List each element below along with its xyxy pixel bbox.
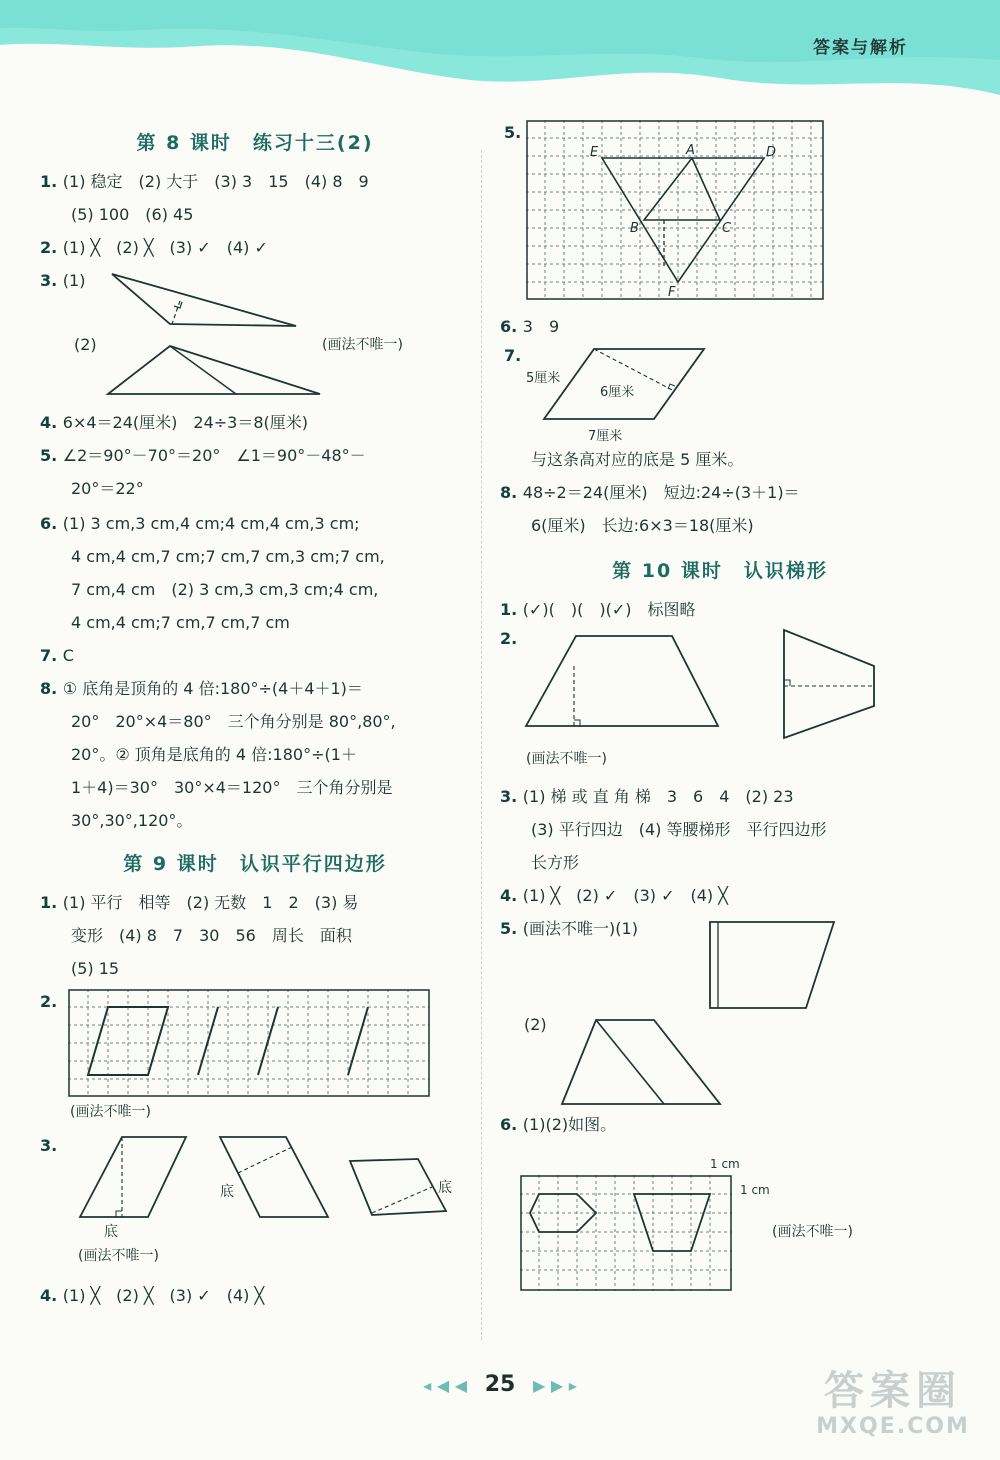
l9-q2-figure: [40, 985, 470, 1120]
l8-q4: 4. 6×4＝24(厘米) 24÷3＝8(厘米): [40, 413, 309, 432]
l9-q3-base-label2: 底: [220, 1184, 234, 1200]
l10-q5-trapezoid1: [700, 918, 840, 1012]
l8-q8-line3: 20°。② 顶角是底角的 4 倍:180°÷(1＋: [71, 745, 357, 764]
watermark-logo: [808, 1368, 978, 1452]
l10-q2-figures: [500, 626, 940, 776]
prev-arrows-icon: ◂ ◀ ◀: [423, 1376, 468, 1395]
r-q5-figure: [500, 120, 940, 310]
l10-q6-note: (画法不唯一): [772, 1224, 853, 1240]
l8-q6-line2: 4 cm,4 cm,7 cm;7 cm,7 cm,3 cm;7 cm,: [71, 547, 385, 566]
l8-q8-line5: 30°,30°,120°。: [71, 811, 193, 830]
header-title: 答案与解析: [813, 38, 908, 58]
l10-q6-figure: [500, 1141, 940, 1301]
lesson8-title: 第 8 课时 练习十三(2): [136, 132, 374, 154]
r-q5-grid: [526, 120, 826, 302]
l8-q1-line2: (5) 100 (6) 45: [71, 205, 194, 224]
l9-q3-parallelogram2: [216, 1135, 336, 1225]
l8-q6-line1: 6. (1) 3 cm,3 cm,4 cm;4 cm,4 cm,3 cm;: [40, 514, 360, 533]
r-q8-line1: 8. 48÷2＝24(厘米) 短边:24÷(3＋1)＝: [500, 483, 800, 502]
l8-q8-line1: 8. ① 底角是顶角的 4 倍:180°÷(4＋4＋1)＝: [40, 679, 363, 698]
r-q7-label: 7.: [504, 346, 522, 365]
l10-q3-line1: 3. (1) 梯 或 直 角 梯 3 6 4 (2) 23: [500, 787, 794, 806]
page-number: 25: [484, 1372, 516, 1397]
l9-q3-parallelogram3: [346, 1155, 450, 1221]
r-q7-answer: 与这条高对应的底是 5 厘米。: [531, 450, 744, 469]
l8-q3-triangle1: [100, 268, 350, 332]
r-q7-base-label: 7厘米: [588, 429, 623, 444]
l9-q4: 4. (1) ╳ (2) ╳ (3) ✓ (4) ╳: [40, 1286, 265, 1305]
l9-q3-base-label1: 底: [104, 1224, 118, 1240]
l10-q5-label: 5. (画法不唯一)(1): [500, 919, 638, 938]
l8-q2: 2. (1) ╳ (2) ╳ (3) ✓ (4) ✓: [40, 238, 268, 257]
left-column: [40, 120, 470, 1312]
r-q7-side-label: 5厘米: [526, 371, 561, 386]
lesson10-title: 第 10 课时 认识梯形: [612, 560, 828, 582]
l10-q5-label2: (2): [524, 1015, 547, 1034]
l8-q6-line3: 7 cm,4 cm (2) 3 cm,3 cm,3 cm;4 cm,: [71, 580, 379, 599]
l8-q5-line2: 20°＝22°: [71, 479, 144, 498]
l10-q3-line3: 长方形: [531, 853, 580, 872]
l10-q6-unit-v: 1 cm: [740, 1183, 770, 1197]
watermark-line2: MXQE.COM: [816, 1414, 970, 1439]
l9-q3-parallelogram1: [76, 1135, 196, 1225]
r-q5-pt-a: A: [686, 143, 695, 158]
l10-q2-note: (画法不唯一): [526, 751, 607, 767]
l10-q5-figures: [500, 912, 940, 1108]
l8-q5-line1: 5. ∠2＝90°－70°＝20° ∠1＝90°－48°－: [40, 446, 366, 465]
l8-q8-line2: 20° 20°×4＝80° 三个角分别是 80°,80°,: [71, 712, 396, 731]
r-q8-line2: 6(厘米) 长边:6×3＝18(厘米): [531, 516, 754, 535]
l8-q3-label1: 3. (1): [40, 271, 86, 290]
right-column: [500, 120, 940, 1301]
l8-q7: 7. C: [40, 646, 74, 665]
r-q6: 6. 3 9: [500, 317, 560, 336]
r-q7-figure: [500, 343, 940, 443]
l9-q2-grid: [68, 989, 432, 1099]
l9-q3-base-label3: 底: [438, 1180, 452, 1196]
l10-q1: 1. (✓)( )( )(✓) 标图略: [500, 600, 696, 619]
l8-q3-note: (画法不唯一): [322, 337, 403, 353]
l10-q2-label: 2.: [500, 629, 518, 648]
r-q7-height-label: 6厘米: [600, 385, 635, 400]
l10-q4: 4. (1) ╳ (2) ✓ (3) ✓ (4) ╳: [500, 886, 728, 905]
r-q5-pt-c: C: [722, 221, 732, 236]
column-divider: [481, 150, 482, 1340]
r-q5-label: 5.: [504, 123, 522, 142]
l10-q6: 6. (1)(2)如图。: [500, 1115, 617, 1134]
l9-q2-label: 2.: [40, 992, 58, 1011]
l8-q3-figures: [40, 264, 470, 406]
l10-q5-trapezoid2: [558, 1016, 724, 1110]
l10-q6-unit-h: 1 cm: [710, 1157, 740, 1171]
l8-q1-line1: 1. (1) 稳定 (2) 大于 (3) 3 15 (4) 8 9: [40, 172, 369, 191]
r-q5-pt-b: B: [630, 221, 639, 236]
l10-q3-line2: (3) 平行四边 (4) 等腰梯形 平行四边形: [531, 820, 827, 839]
r-q5-pt-d: D: [766, 145, 777, 160]
l9-q1-line1: 1. (1) 平行 相等 (2) 无数 1 2 (3) 易: [40, 893, 359, 912]
l9-q3-note: (画法不唯一): [78, 1248, 159, 1264]
l9-q3-figures: [40, 1129, 470, 1279]
l10-q2-trapezoid1: [522, 632, 722, 732]
l9-q1-line2: 变形 (4) 8 7 30 56 周长 面积: [71, 926, 352, 945]
l9-q2-note: (画法不唯一): [70, 1104, 151, 1120]
l9-q1-line3: (5) 15: [71, 959, 120, 978]
l10-q2-trapezoid2: [780, 626, 880, 746]
next-arrows-icon: ▶ ▶ ▸: [532, 1376, 577, 1395]
r-q5-pt-e: E: [590, 145, 599, 160]
l8-q8-line4: 1＋4)＝30° 30°×4＝120° 三个角分别是: [71, 778, 393, 797]
l8-q3-label2: (2): [74, 335, 97, 354]
l9-q3-label: 3.: [40, 1136, 58, 1155]
l8-q6-line4: 4 cm,4 cm;7 cm,7 cm,7 cm: [71, 613, 290, 632]
r-q5-pt-f: F: [668, 285, 676, 300]
watermark-line1: 答案圈: [824, 1368, 962, 1414]
l8-q3-triangle2: [100, 340, 330, 400]
lesson9-title: 第 9 课时 认识平行四边形: [123, 853, 387, 875]
l10-q6-grid: [520, 1175, 734, 1293]
